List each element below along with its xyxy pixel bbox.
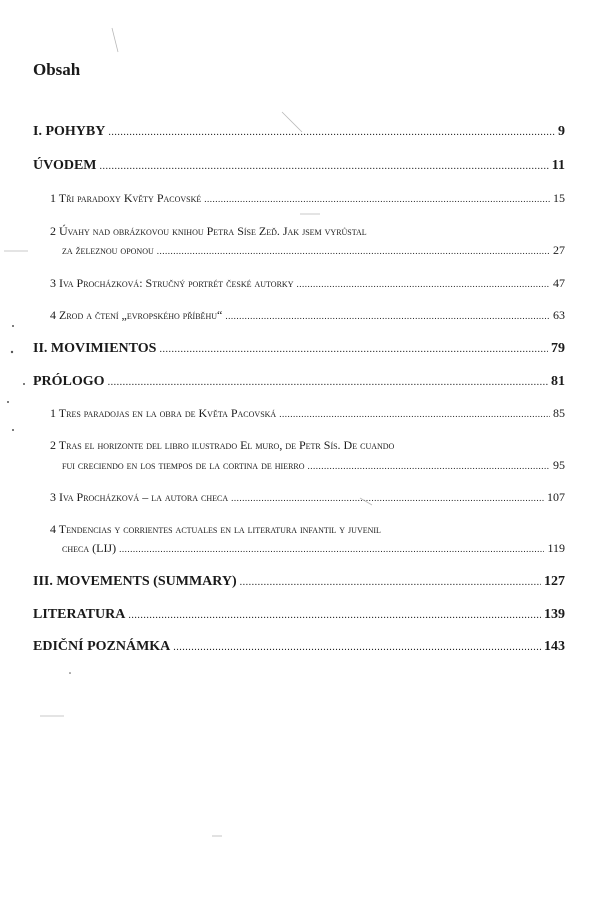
toc-entry-label: za železnou oponou: [62, 243, 154, 257]
toc-entry-label: 4 Zrod a čtení „evropského příběhu“: [50, 308, 223, 322]
scan-speck: [112, 28, 118, 52]
toc-page-number: 15: [553, 191, 565, 205]
toc-entry-es-2-line1: 2 Tras el horizonte del libro ilustrado El muro, de Petr Sís. De cuando: [50, 438, 395, 452]
scan-speck: [360, 498, 372, 505]
toc-page-number: 85: [553, 406, 565, 420]
toc-page-number: 95: [553, 458, 565, 472]
toc-entry-label: checa (LIJ): [62, 541, 117, 555]
scan-speck: [282, 112, 302, 132]
toc-entry-label: 1 Tres paradojas en la obra de Květa Pacovská: [50, 406, 277, 420]
toc-entry-label: fui creciendo en los tiempos de la cortina de hierro: [62, 458, 305, 472]
scan-speck: [12, 325, 14, 327]
toc-entry-cz-2-line1: 2 Úvahy nad obrázkovou knihou Petra Síse Zeď. Jak jsem vyrůstal: [50, 224, 367, 238]
toc-page-number: 119: [547, 541, 565, 555]
toc-entry-label: EDIČNÍ POZNÁMKA: [33, 639, 171, 654]
toc-page-number: 79: [551, 341, 565, 356]
toc-entry-label: III. MOVEMENTS (SUMMARY): [33, 574, 237, 589]
scan-speck: [7, 401, 9, 403]
toc-page-number: 107: [547, 490, 565, 504]
scan-speck: [12, 429, 14, 431]
toc-page-number: 27: [553, 243, 565, 257]
page-title: Obsah: [33, 60, 81, 79]
toc-page-number: 63: [553, 308, 565, 322]
toc-entry-label: 3 Iva Procházková: Stručný portrét české autorky: [50, 276, 294, 290]
toc-entry-label: I. POHYBY: [33, 124, 106, 139]
toc-entry-label: PRÓLOGO: [33, 374, 105, 389]
toc-page-number: 139: [544, 607, 565, 622]
toc-page-number: 9: [558, 124, 565, 139]
toc-page-number: 143: [544, 639, 565, 654]
toc-entry-label: II. MOVIMIENTOS: [33, 341, 157, 356]
toc-page-number: 11: [551, 158, 565, 173]
toc-entry-es-4-line1: 4 Tendencias y corrientes actuales en la literatura infantil y juvenil: [50, 522, 381, 536]
toc-entry-label: 3 Iva Procházková – la autora checa: [50, 490, 229, 504]
scan-speck: [11, 351, 13, 353]
toc-page-number: 127: [544, 574, 565, 589]
toc-entry-label: ÚVODEM: [33, 158, 97, 173]
toc-entry-label: 1 Tři paradoxy Květy Pacovské: [50, 191, 202, 205]
scan-speck: [23, 383, 25, 385]
toc-entry-label: LITERATURA: [33, 607, 126, 622]
toc-page-number: 81: [551, 374, 565, 389]
toc-page-number: 47: [553, 276, 565, 290]
scan-speck: [69, 672, 71, 674]
